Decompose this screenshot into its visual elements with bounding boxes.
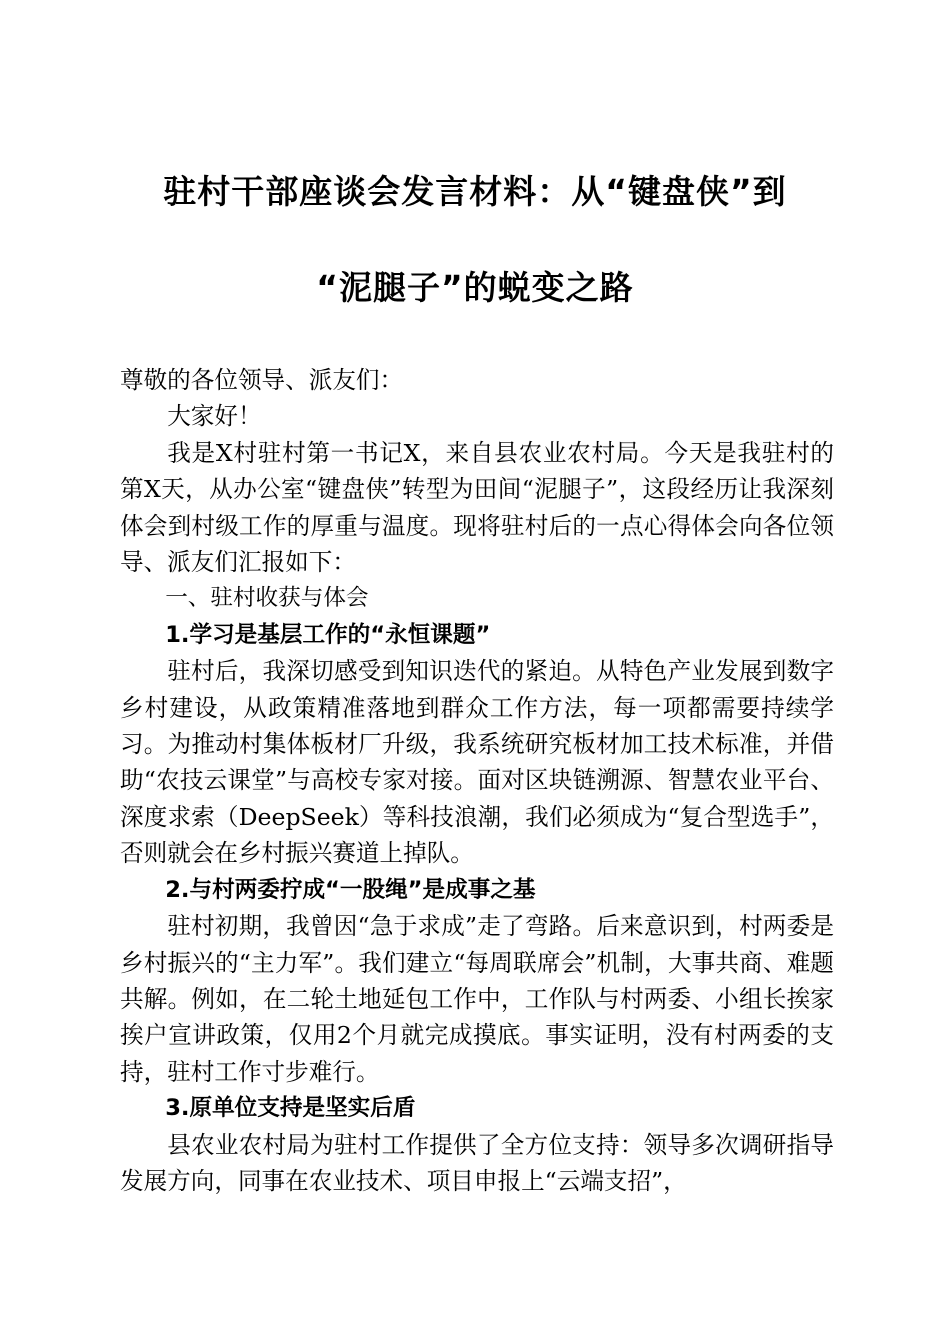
section-1-heading: 一、驻村收获与体会 — [165, 585, 369, 612]
subsection-2-heading: 2.与村两委拧成“一股绳”是成事之基 — [165, 876, 536, 903]
subsection-2-paragraph: 驻村初期，我曾因“急于求成”走了弯路。后来意识到，村两委是乡村振兴的“主力军”。我们建立“每周联席会”机制，大事共商、难题共解。例如，在二轮土地延包工作中，工作队与村两委、小组长挨家挨户宣讲政策，仅用2个月就完成摸底。事实证明，没有村两委的支持，驻村工作寸步难行。 — [120, 912, 834, 1086]
greeting: 大家好！ — [167, 402, 262, 431]
document-title-line-2: “泥腿子”的蜕变之路 — [316, 268, 634, 307]
subsection-3-heading: 3.原单位支持是坚实后盾 — [165, 1095, 416, 1122]
subsection-1-heading: 1.学习是基层工作的“永恒课题” — [165, 621, 491, 648]
subsection-3-paragraph: 县农业农村局为驻村工作提供了全方位支持：领导多次调研指导发展方向，同事在农业技术、项目申报上“云端支招”， — [120, 1130, 834, 1195]
document-body — [120, 362, 834, 1199]
salutation: 尊敬的各位领导、派友们： — [120, 366, 404, 394]
intro-paragraph: 我是X村驻村第一书记X，来自县农业农村局。今天是我驻村的第X天，从办公室“键盘侠”转型为田间“泥腿子”，这段经历让我深刻体会到村级工作的厚重与温度。现将驻村后的一点心得体会向各位领导、派友们汇报如下： — [120, 438, 834, 577]
subsection-1-paragraph: 驻村后，我深切感受到知识迭代的紧迫。从特色产业发展到数字乡村建设，从政策精准落地到群众工作方法，每一项都需要持续学习。为推动村集体板材厂升级，我系统研究板材加工技术标准，并借助“农技云课堂”与高校专家对接。面对区块链溯源、智慧农业平台、深度求索（DeepSeek）等科技浪潮，我们必须成为“复合型选手”，否则就会在乡村振兴赛道上掉队。 — [120, 657, 834, 868]
document-title-line-1: 驻村干部座谈会发言材料：从“键盘侠”到 — [163, 172, 787, 211]
